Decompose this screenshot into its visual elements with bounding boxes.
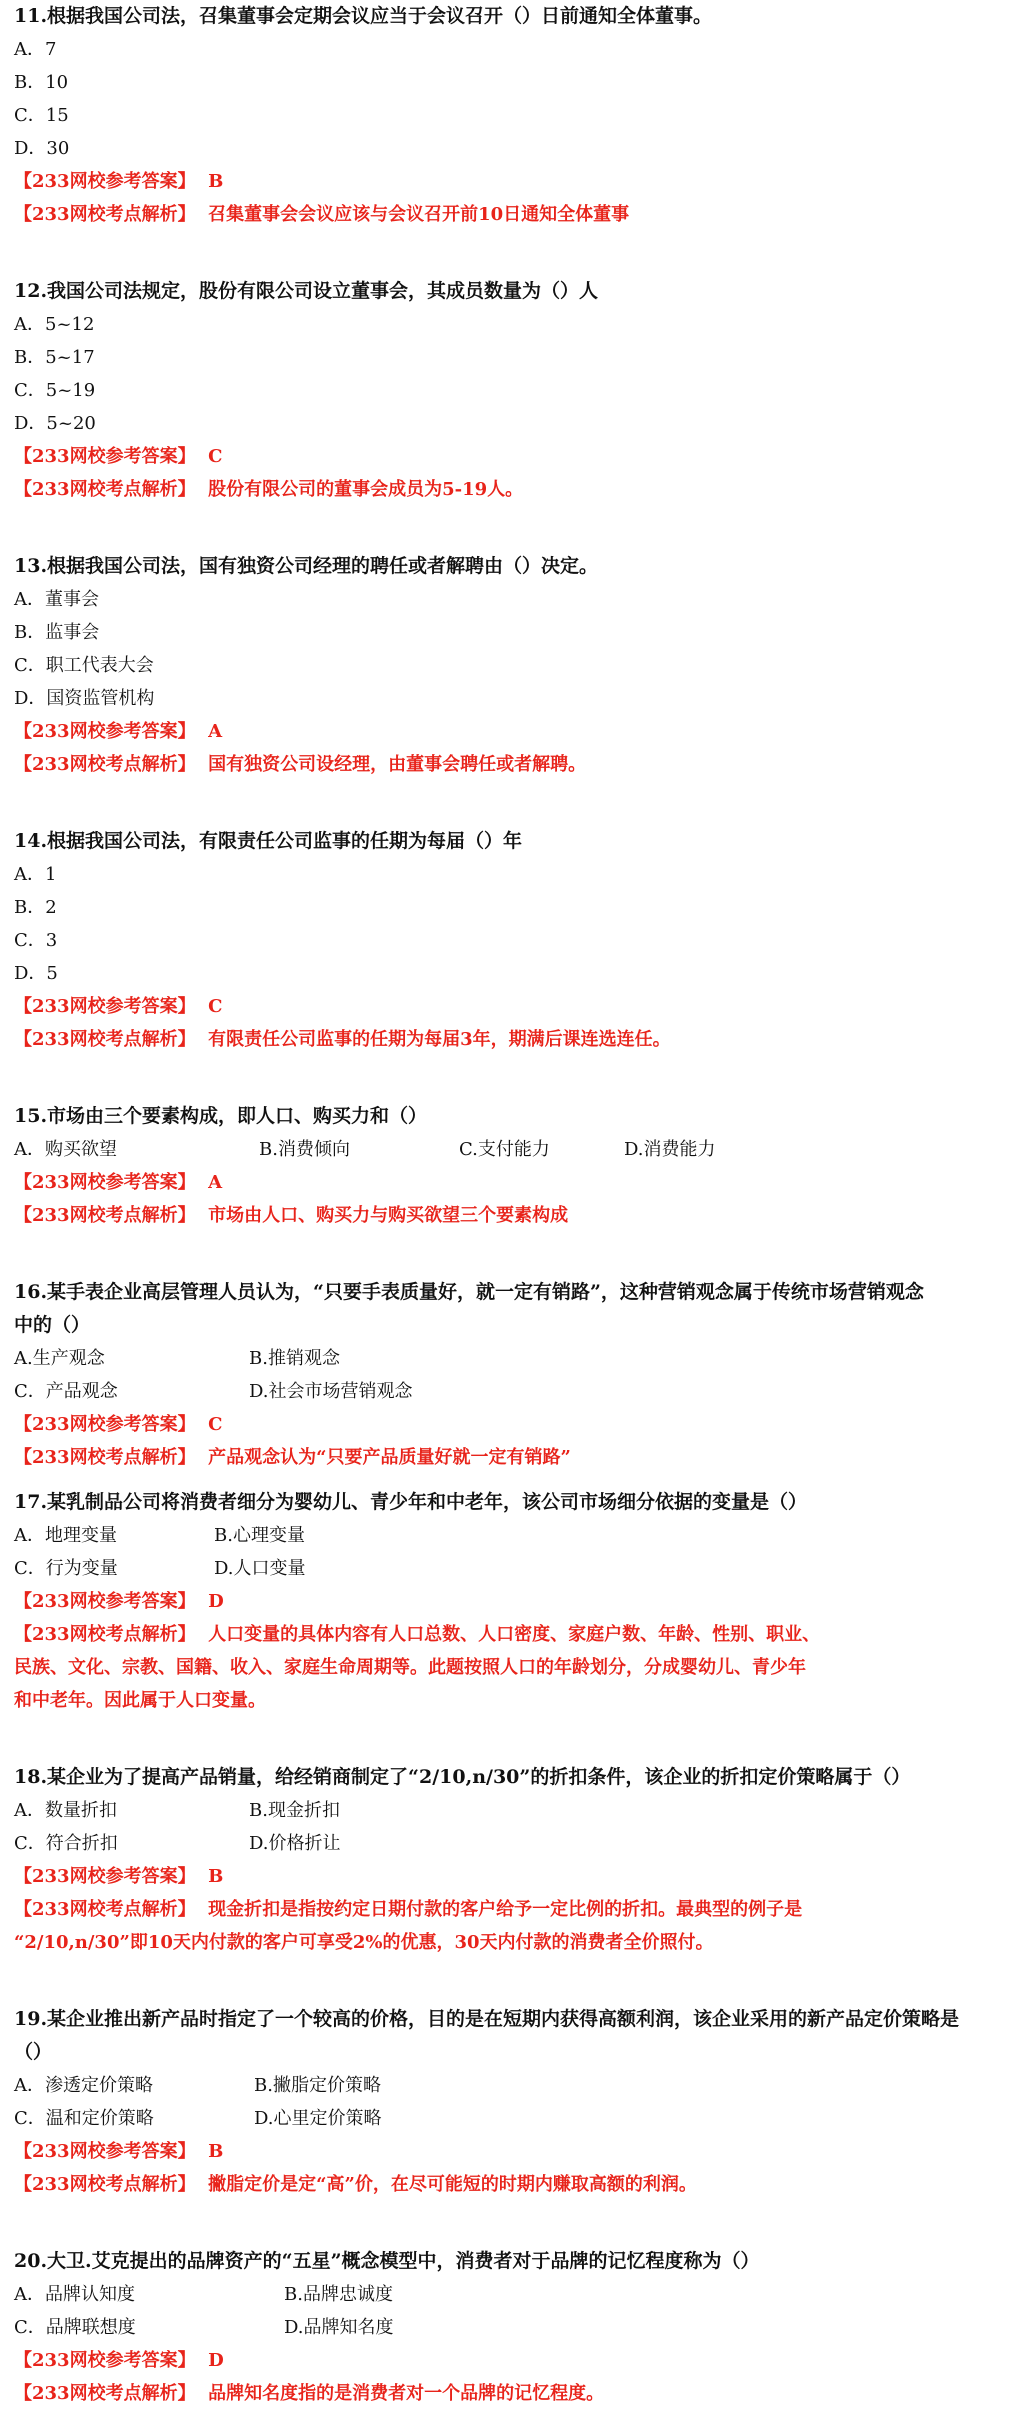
answer-line bbox=[14, 1166, 1019, 1199]
answer-value: D bbox=[208, 2350, 224, 2371]
option-c: C．产品观念 bbox=[14, 1381, 118, 1402]
answer-label: 【233网校参考答案】 bbox=[14, 721, 196, 742]
explanation-label: 【233网校考点解析】 bbox=[14, 1029, 196, 1050]
explanation-text: 人口变量的具体内容有人口总数、人口密度、家庭户数、年龄、性别、职业、 bbox=[208, 1624, 821, 1645]
answer-line bbox=[14, 715, 1019, 748]
explanation-continued: 和中老年。因此属于人口变量。 bbox=[14, 1690, 266, 1711]
option-a: A．渗透定价策略 bbox=[14, 2075, 153, 2096]
question-13 bbox=[14, 550, 1019, 781]
option-b: B．监事会 bbox=[14, 622, 100, 643]
question-title: 18.某企业为了提高产品销量，给经销商制定了“2/10,n/30”的折扣条件，该企业的折扣定价策略属于（） bbox=[14, 1766, 911, 1788]
explanation-line bbox=[14, 198, 1019, 231]
question-title: 15.市场由三个要素构成，即人口、购买力和（） bbox=[14, 1105, 428, 1127]
option-a: A．数量折扣 bbox=[14, 1800, 117, 1821]
option-c: C．品牌联想度 bbox=[14, 2317, 136, 2338]
answer-line bbox=[14, 1408, 1019, 1441]
explanation-line bbox=[14, 748, 1019, 781]
question-17 bbox=[14, 1486, 1019, 1717]
explanation-text: 品牌知名度指的是消费者对一个品牌的记忆程度。 bbox=[208, 2383, 605, 2404]
option-row bbox=[14, 1827, 1019, 1860]
question-16 bbox=[14, 1276, 1019, 1474]
explanation-continued: “2/10,n/30”即10天内付款的客户可享受2%的优惠，30天内付款的消费者全价照付。 bbox=[14, 1932, 714, 1953]
answer-value: C bbox=[208, 446, 223, 467]
option-a: A．品牌认知度 bbox=[14, 2284, 135, 2305]
explanation-line bbox=[14, 1441, 1019, 1474]
answer-value: B bbox=[208, 2141, 224, 2162]
explanation-line bbox=[14, 2377, 1019, 2410]
explanation-line bbox=[14, 1893, 1019, 1926]
option-a: A．7 bbox=[14, 39, 57, 60]
option-d: D.人口变量 bbox=[214, 1558, 306, 1579]
answer-label: 【233网校参考答案】 bbox=[14, 1172, 196, 1193]
option-d: D.价格折让 bbox=[249, 1833, 341, 1854]
explanation-text: 撇脂定价是定“高”价，在尽可能短的时期内赚取高额的利润。 bbox=[208, 2174, 697, 2195]
question-19 bbox=[14, 2003, 1019, 2201]
option-d: D.社会市场营销观念 bbox=[249, 1381, 413, 1402]
option-b: B.心理变量 bbox=[214, 1525, 305, 1546]
question-title: 11.根据我国公司法，召集董事会定期会议应当于会议召开（）日前通知全体董事。 bbox=[14, 5, 713, 27]
option-d: D.消费能力 bbox=[624, 1139, 716, 1160]
explanation-line bbox=[14, 1023, 1019, 1056]
option-c: C.支付能力 bbox=[459, 1139, 550, 1160]
answer-label: 【233网校参考答案】 bbox=[14, 2141, 196, 2162]
answer-value: B bbox=[208, 171, 224, 192]
answer-line bbox=[14, 2135, 1019, 2168]
answer-line bbox=[14, 2344, 1019, 2377]
option-row bbox=[14, 2278, 1019, 2311]
option-row bbox=[14, 1342, 1019, 1375]
option-c: C．职工代表大会 bbox=[14, 655, 154, 676]
question-title: 13.根据我国公司法，国有独资公司经理的聘任或者解聘由（）决定。 bbox=[14, 555, 599, 577]
option-a: A．1 bbox=[14, 864, 57, 885]
option-b: B．2 bbox=[14, 897, 57, 918]
option-d: D．国资监管机构 bbox=[14, 688, 155, 709]
explanation-text: 有限责任公司监事的任期为每届3年，期满后课连选连任。 bbox=[208, 1029, 671, 1050]
option-a: A．地理变量 bbox=[14, 1525, 117, 1546]
question-title: 20.大卫.艾克提出的品牌资产的“五星”概念模型中，消费者对于品牌的记忆程度称为（） bbox=[14, 2250, 760, 2272]
option-d: D．30 bbox=[14, 138, 70, 159]
question-12 bbox=[14, 275, 1019, 506]
answer-label: 【233网校参考答案】 bbox=[14, 171, 196, 192]
option-row bbox=[14, 1552, 1019, 1585]
answer-value: C bbox=[208, 1414, 223, 1435]
explanation-text: 市场由人口、购买力与购买欲望三个要素构成 bbox=[208, 1205, 569, 1226]
explanation-label: 【233网校考点解析】 bbox=[14, 1205, 196, 1226]
question-18 bbox=[14, 1761, 1019, 1959]
option-b: B．10 bbox=[14, 72, 69, 93]
answer-value: D bbox=[208, 1591, 224, 1612]
option-a: A.生产观念 bbox=[14, 1348, 105, 1369]
explanation-label: 【233网校考点解析】 bbox=[14, 204, 196, 225]
option-b: B.现金折扣 bbox=[249, 1800, 340, 1821]
explanation-label: 【233网校考点解析】 bbox=[14, 2174, 196, 2195]
explanation-label: 【233网校考点解析】 bbox=[14, 1899, 196, 1920]
explanation-line bbox=[14, 473, 1019, 506]
answer-label: 【233网校参考答案】 bbox=[14, 1414, 196, 1435]
option-row bbox=[14, 1375, 1019, 1408]
explanation-label: 【233网校考点解析】 bbox=[14, 754, 196, 775]
question-14 bbox=[14, 825, 1019, 1056]
explanation-label: 【233网校考点解析】 bbox=[14, 2383, 196, 2404]
option-b: B.推销观念 bbox=[249, 1348, 340, 1369]
option-a: A．5~12 bbox=[14, 314, 95, 335]
option-a: A．购买欲望 bbox=[14, 1139, 117, 1160]
explanation-label: 【233网校考点解析】 bbox=[14, 1624, 196, 1645]
answer-label: 【233网校参考答案】 bbox=[14, 1866, 196, 1887]
explanation-text: 召集董事会会议应该与会议召开前10日通知全体董事 bbox=[208, 204, 630, 225]
option-d: D.心里定价策略 bbox=[254, 2108, 382, 2129]
explanation-line bbox=[14, 1199, 1019, 1232]
answer-line bbox=[14, 1585, 1019, 1618]
option-c: C．温和定价策略 bbox=[14, 2108, 154, 2129]
explanation-label: 【233网校考点解析】 bbox=[14, 1447, 196, 1468]
answer-line bbox=[14, 990, 1019, 1023]
option-b: B.撇脂定价策略 bbox=[254, 2075, 381, 2096]
option-row bbox=[14, 2311, 1019, 2344]
answer-value: C bbox=[208, 996, 223, 1017]
option-row bbox=[14, 1519, 1019, 1552]
explanation-text: 现金折扣是指按约定日期付款的客户给予一定比例的折扣。最典型的例子是 bbox=[208, 1899, 803, 1920]
option-row bbox=[14, 2069, 1019, 2102]
explanation-text: 股份有限公司的董事会成员为5-19人。 bbox=[208, 479, 524, 500]
option-d: D．5~20 bbox=[14, 413, 96, 434]
option-b: B.消费倾向 bbox=[259, 1139, 350, 1160]
answer-label: 【233网校参考答案】 bbox=[14, 2350, 196, 2371]
option-d: D．5 bbox=[14, 963, 58, 984]
explanation-line bbox=[14, 2168, 1019, 2201]
option-row bbox=[14, 1133, 1019, 1166]
option-c: C．符合折扣 bbox=[14, 1833, 118, 1854]
explanation-text: 国有独资公司设经理，由董事会聘任或者解聘。 bbox=[208, 754, 587, 775]
option-a: A．董事会 bbox=[14, 589, 99, 610]
explanation-line bbox=[14, 1618, 1019, 1651]
answer-line bbox=[14, 165, 1019, 198]
answer-label: 【233网校参考答案】 bbox=[14, 1591, 196, 1612]
option-b: B.品牌忠诚度 bbox=[284, 2284, 393, 2305]
answer-label: 【233网校参考答案】 bbox=[14, 996, 196, 1017]
option-row bbox=[14, 2102, 1019, 2135]
answer-value: B bbox=[208, 1866, 224, 1887]
option-c: C．行为变量 bbox=[14, 1558, 118, 1579]
answer-line bbox=[14, 1860, 1019, 1893]
option-c: C．3 bbox=[14, 930, 58, 951]
option-row bbox=[14, 1794, 1019, 1827]
question-title: 12.我国公司法规定，股份有限公司设立董事会，其成员数量为（）人 bbox=[14, 280, 599, 302]
question-title: 16.某手表企业高层管理人员认为，“只要手表质量好，就一定有销路”，这种营销观念属于传统市场营销观念中的（） bbox=[14, 1281, 924, 1336]
answer-value: A bbox=[208, 721, 223, 742]
answer-label: 【233网校参考答案】 bbox=[14, 446, 196, 467]
option-c: C．15 bbox=[14, 105, 69, 126]
option-d: D.品牌知名度 bbox=[284, 2317, 394, 2338]
question-20 bbox=[14, 2245, 1019, 2410]
question-11 bbox=[14, 0, 1019, 231]
option-c: C．5~19 bbox=[14, 380, 96, 401]
question-15 bbox=[14, 1100, 1019, 1232]
question-title: 17.某乳制品公司将消费者细分为婴幼儿、青少年和中老年，该公司市场细分依据的变量是（） bbox=[14, 1491, 808, 1513]
question-title: 14.根据我国公司法，有限责任公司监事的任期为每届（）年 bbox=[14, 830, 523, 852]
answer-line bbox=[14, 440, 1019, 473]
question-title: 19.某企业推出新产品时指定了一个较高的价格，目的是在短期内获得高额利润，该企业采用的新产品定价策略是（） bbox=[14, 2008, 960, 2063]
option-b: B．5~17 bbox=[14, 347, 95, 368]
explanation-continued: 民族、文化、宗教、国籍、收入、家庭生命周期等。此题按照人口的年龄划分，分成婴幼儿、青少年 bbox=[14, 1657, 806, 1678]
explanation-label: 【233网校考点解析】 bbox=[14, 479, 196, 500]
explanation-text: 产品观念认为“只要产品质量好就一定有销路” bbox=[208, 1447, 571, 1468]
answer-value: A bbox=[208, 1172, 223, 1193]
